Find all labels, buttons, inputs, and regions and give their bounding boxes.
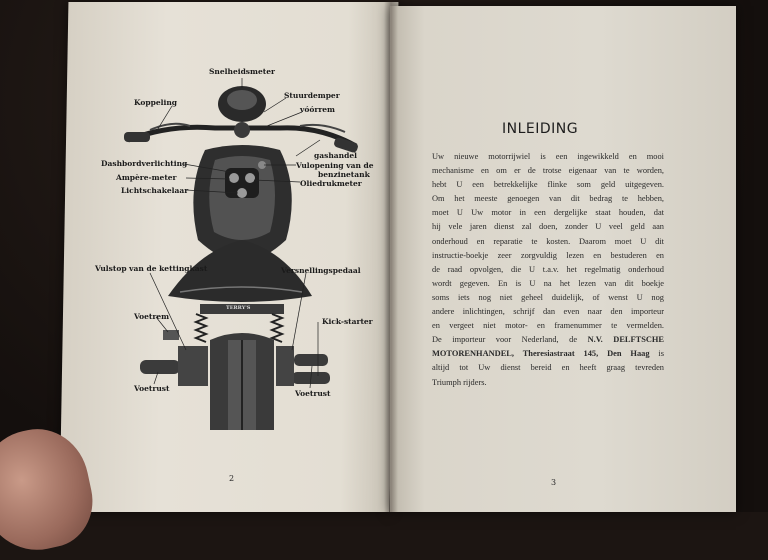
label-rear-brake: Voetrem	[134, 312, 170, 321]
label-speedometer: Snelheidsmeter	[209, 67, 275, 76]
text-line-importer	[432, 333, 664, 347]
label-light-switch: Lichtschakelaar	[121, 186, 189, 195]
oil-pressure-dial	[245, 173, 255, 183]
steering-damper	[234, 122, 250, 138]
label-clutch: Koppeling	[134, 98, 178, 107]
saddle-brand-text: TERRY'S	[226, 305, 251, 311]
right-footrest	[294, 354, 328, 366]
label-throttle: gashandel	[314, 151, 357, 160]
page-heading: INLEIDING	[502, 121, 579, 137]
text-line: wordt gegeven. En is U na het lezen van dit boekje	[432, 278, 664, 288]
page-number-left: 2	[229, 474, 235, 483]
after-company: is	[658, 349, 665, 359]
rear-brake-pedal	[163, 330, 179, 340]
label-fuel-tank: benzinetank	[318, 170, 370, 179]
company-name-inline: N.V. DELFTSCHE	[587, 335, 664, 345]
left-grip	[124, 132, 150, 142]
label-chain-case-filler: Vulstop van de kettingkast	[95, 264, 208, 273]
gearbox	[276, 346, 294, 386]
text-line: soms iets nog niet geheel duidelijk, of wenst U nog	[432, 292, 664, 302]
label-oil-pressure-gauge: Oliedrukmeter	[300, 179, 362, 188]
left-saddle-spring	[196, 314, 206, 342]
label-kick-starter: Kick-starter	[322, 317, 373, 326]
label-dashboard-lighting: Dashbordverlichting	[101, 159, 188, 168]
text-line: instructie-boekje zeer zorgvuldig lezen en bestuderen en	[432, 250, 664, 260]
text-line: mechanisme en om er de trotse eigenaar van te worden,	[432, 166, 664, 176]
left-footrest	[140, 360, 180, 374]
label-steering-damper: Stuurdemper	[284, 91, 340, 100]
text-line: andere inlichtingen, schrijf dan even naar den importeur	[432, 307, 664, 317]
text-line: altijd tot Uw dienst bereid en heeft graag tevreden	[432, 363, 664, 373]
company-address: MOTORENHANDEL, Theresiastraat 145, Den Haag	[432, 349, 650, 359]
text-line: Om het meeste genoegen van dit bedrag te hebben,	[432, 194, 664, 204]
right-saddle-spring	[272, 314, 282, 342]
label-filler-opening: Vulopening van de	[296, 161, 374, 170]
text-line-address	[432, 347, 664, 361]
text-line: onderhoud en reparatie te kosten. Daarom moet U dit	[432, 236, 664, 246]
text-line: en vergeet niet motor- en framenummer te vermelden.	[432, 321, 664, 331]
importer-lead: De importeur voor Nederland, de	[432, 335, 578, 345]
speedometer-dial	[227, 90, 257, 110]
chain-case	[178, 346, 208, 386]
label-right-footrest: Voetrust	[295, 389, 331, 398]
text-line: moet U Uw motor in een dergelijke staat houden, dat	[432, 208, 664, 218]
text-line: hebt U een betrekkelijke flinke som geld uitgegeven.	[432, 180, 664, 190]
text-line: Uw nieuwe motorrijwiel is een ingewikkeld en mooi	[432, 152, 664, 161]
intro-paragraph	[432, 150, 664, 390]
text-line: de raad opvolgen, die U t.a.v. het regelmatig onderhoud	[432, 264, 664, 274]
label-front-brake: vóórrem	[300, 105, 335, 114]
light-switch	[237, 188, 247, 198]
page-number-right: 3	[551, 478, 557, 487]
text-line-final: Triumph rijders.	[432, 377, 487, 387]
label-gear-pedal: Versnellingspedaal	[281, 266, 361, 275]
label-ammeter: Ampère-meter	[116, 173, 177, 182]
label-left-footrest: Voetrust	[134, 384, 170, 393]
ammeter-dial	[229, 173, 239, 183]
text-line: hij vele jaren dienst zal doen, zonder U veel geld aan	[432, 222, 664, 232]
